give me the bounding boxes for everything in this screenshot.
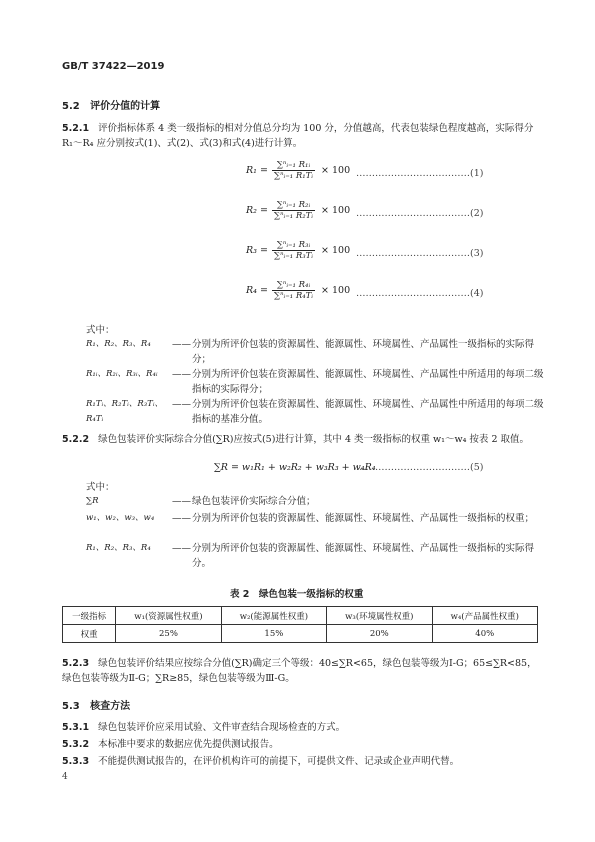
clause-number: 5.3.3: [62, 756, 90, 767]
definition-row: [86, 494, 552, 509]
standard-number: GB/T 37422—2019: [62, 61, 165, 72]
multiplier: × 100: [321, 245, 351, 256]
table-header-cell: w₃(环境属性权重): [327, 607, 432, 625]
section-number: 5.3: [62, 701, 80, 712]
clause-text: 不能提供测试报告的，在评价机构许可的前提下，可提供文件、记录或企业声明代替。: [98, 756, 460, 767]
dash: ——: [172, 543, 191, 554]
clause-text: 评价指标体系 4 类一级指标的相对分值总分均为 100 分，分值越高，代表包装绿色程度越高，实际得分 R₁～R₄ 应分别按式(1)、式(2)、式(3)和式(4)进行计算。: [62, 123, 534, 149]
denominator: ∑ⁿᵢ₌₁ R₁Tᵢ: [274, 171, 314, 181]
fraction: [272, 240, 315, 261]
paragraph-5-2-1: [62, 121, 537, 151]
definition: 绿色包装评价实际综合分值；: [192, 496, 316, 507]
paragraph-5-3-1: [62, 719, 345, 733]
formula-4: [246, 280, 350, 301]
paragraph-5-2-2: [62, 432, 537, 447]
symbol: w₁、w₂、w₃、w₄: [86, 513, 155, 523]
section-title: 核查方法: [90, 701, 131, 712]
table-cell: 权重: [63, 625, 116, 643]
where-label: 式中：: [86, 325, 115, 336]
numerator: ∑ⁿᵢ₌₁ R₃ᵢ: [276, 240, 311, 250]
section-title: 评价分值的计算: [90, 101, 161, 112]
clause-text: 绿色包装评价结果应按综合分值(∑R)确定三个等级：40≤∑R<65，绿色包装等级为Ⅰ-G；65≤∑R<85，绿色包装等级为Ⅱ-G；∑R≥85，绿色包装等级为Ⅲ-G。: [62, 658, 537, 684]
definition: 分别为所评价包装的资源属性、能源属性、环境属性、产品属性一级指标的实际得分。: [192, 543, 535, 569]
clause-number: 5.3.2: [62, 739, 90, 750]
equation-number: ………………………………(5): [356, 462, 484, 473]
table-header-cell: w₂(能源属性权重): [221, 607, 326, 625]
denominator: ∑ⁿᵢ₌₁ R₂Tᵢ: [274, 211, 314, 221]
symbol: R₁ᵢ、R₂ᵢ、R₃ᵢ、R₄ᵢ: [86, 369, 158, 379]
formula-lhs: R₄ =: [246, 285, 268, 296]
formula-lhs: R₂ =: [246, 205, 268, 216]
paragraph-5-3-3: [62, 753, 459, 767]
dash: ——: [172, 339, 191, 350]
fraction: [272, 280, 315, 301]
equation-number: ………………………………(4): [356, 288, 484, 299]
clause-number: 5.2.2: [62, 434, 90, 445]
table-row: [63, 625, 538, 643]
table-cell: 25%: [116, 625, 221, 643]
multiplier: × 100: [321, 285, 351, 296]
formula-2: [246, 200, 350, 221]
formula-5: ∑R = w₁R₁ + w₂R₂ + w₃R₃ + w₄R₄: [214, 462, 376, 473]
table-caption: 表 2 绿色包装一级指标的权重: [230, 589, 364, 600]
section-5-2-heading: [62, 97, 160, 112]
clause-text: 本标准中要求的数据应优先提供测试报告。: [98, 739, 279, 750]
table-header-cell: w₁(资源属性权重): [116, 607, 221, 625]
weights-table: [62, 606, 538, 643]
clause-number: 5.2.1: [62, 123, 90, 134]
formula-1: [246, 160, 350, 181]
denominator: ∑ⁿᵢ₌₁ R₃Tᵢ: [274, 251, 314, 261]
definition: 分别为所评价包装在资源属性、能源属性、环境属性、产品属性中所适用的每项二级指标的实际得分；: [192, 369, 544, 395]
symbol: R₁、R₂、R₃、R₄: [86, 543, 151, 553]
clause-text: 绿色包装评价实际综合分值(∑R)应按式(5)进行计算，其中 4 类一级指标的权重 w₁～w₄ 按表 2 取值。: [98, 434, 530, 445]
clause-number: 5.2.3: [62, 658, 90, 669]
definition-row: [86, 397, 552, 427]
definition-row: [86, 511, 552, 526]
definition: 分别为所评价包装的资源属性、能源属性、环境属性、产品属性一级指标的权重；: [192, 513, 535, 524]
where-label: 式中：: [86, 482, 115, 493]
dash: ——: [172, 513, 191, 524]
definition: 分别为所评价包装的资源属性、能源属性、环境属性、产品属性一级指标的实际得分；: [192, 339, 535, 365]
multiplier: × 100: [321, 205, 351, 216]
section-5-3-heading: [62, 697, 130, 712]
table-header-cell: w₄(产品属性权重): [432, 607, 537, 625]
definition-row: [86, 337, 552, 367]
equation-number: ………………………………(3): [356, 248, 484, 259]
numerator: ∑ⁿᵢ₌₁ R₁ᵢ: [276, 160, 311, 170]
equation-number: ………………………………(1): [356, 168, 484, 179]
table-header-row: [63, 607, 538, 625]
dash: ——: [172, 399, 191, 410]
fraction: [272, 160, 315, 181]
section-number: 5.2: [62, 101, 80, 112]
definition-row: [86, 541, 552, 571]
numerator: ∑ⁿᵢ₌₁ R₄ᵢ: [276, 280, 311, 290]
table-cell: 15%: [221, 625, 326, 643]
dash: ——: [172, 369, 191, 380]
dash: ——: [172, 496, 191, 507]
paragraph-5-2-3: [62, 656, 537, 686]
symbol: ∑R: [86, 496, 99, 506]
clause-number: 5.3.1: [62, 722, 90, 733]
denominator: ∑ⁿᵢ₌₁ R₄Tᵢ: [274, 291, 314, 301]
paragraph-5-3-2: [62, 736, 279, 750]
formula-3: [246, 240, 350, 261]
clause-text: 绿色包装评价应采用试验、文件审查结合现场检查的方式。: [98, 722, 346, 733]
page-number: 4: [62, 772, 68, 782]
formula-lhs: R₃ =: [246, 245, 268, 256]
table-cell: 40%: [432, 625, 537, 643]
formula-lhs: R₁ =: [246, 165, 268, 176]
definition-row: [86, 367, 552, 397]
symbol: R₁、R₂、R₃、R₄: [86, 339, 151, 349]
table-header-cell: 一级指标: [63, 607, 116, 625]
symbol: R₁Tᵢ、R₂Tᵢ、R₃Tᵢ、R₄Tᵢ: [86, 399, 164, 424]
fraction: [272, 200, 315, 221]
numerator: ∑ⁿᵢ₌₁ R₂ᵢ: [276, 200, 311, 210]
definition: 分别为所评价包装在资源属性、能源属性、环境属性、产品属性中所适用的每项二级指标的基准分值。: [192, 399, 544, 425]
multiplier: × 100: [321, 165, 351, 176]
equation-number: ………………………………(2): [356, 208, 484, 219]
table-cell: 20%: [327, 625, 432, 643]
